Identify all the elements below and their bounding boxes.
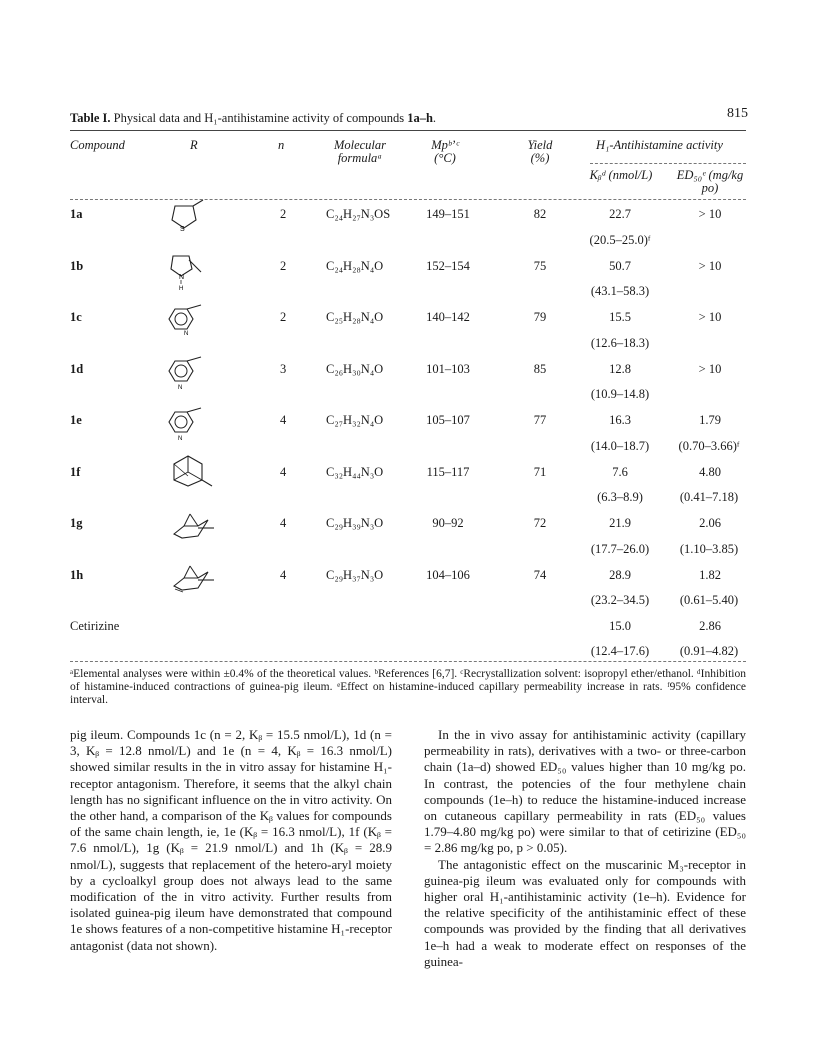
- header-ed50: ED₅₀ᵉ (mg/kg po): [676, 168, 744, 195]
- header-formula: Molecular formulaᵃ: [333, 138, 387, 165]
- compound-id: 1h: [70, 568, 84, 582]
- caption-compounds: 1a–h: [407, 111, 433, 125]
- kb-ci: (43.1–58.3): [590, 284, 650, 298]
- compound-id: 1g: [70, 516, 83, 530]
- formula: C₂₉H₃₉N₃O: [326, 516, 384, 530]
- ed50-ci: (0.91–4.82): [679, 644, 739, 658]
- n-value: 4: [280, 413, 287, 427]
- nitrogen-label: N: [179, 274, 185, 281]
- melting-point: 101–103: [426, 362, 470, 376]
- yield: 79: [533, 310, 547, 324]
- n-value: 4: [280, 568, 287, 582]
- kb-ci: (14.0–18.7): [590, 439, 650, 453]
- formula: C₂₇H₃₂N₄O: [326, 413, 384, 427]
- header-activity: H₁-Antihistamine activity: [596, 138, 723, 152]
- header-r: R: [190, 138, 198, 152]
- ed50-value: > 10: [698, 362, 722, 376]
- compound-id: 1e: [70, 413, 82, 427]
- formula: C₂₆H₃₀N₄O: [326, 362, 384, 376]
- kb-value: 15.0: [609, 619, 631, 633]
- formula: C₂₉H₃₇N₃O: [326, 568, 384, 582]
- yield: 71: [533, 465, 547, 479]
- n-value: 2: [280, 310, 287, 324]
- ed50-ci: (0.70–3.66)ᶠ: [678, 439, 740, 453]
- imidazole-structure: [165, 250, 215, 290]
- compound-id: 1f: [70, 465, 81, 479]
- kb-ci: (17.7–26.0): [590, 542, 650, 556]
- melting-point: 115–117: [426, 465, 470, 479]
- ed50-value: 2.06: [699, 516, 721, 530]
- compound-name: Cetirizine: [70, 619, 120, 633]
- kb-ci: (10.9–14.8): [590, 387, 650, 401]
- formula: C₂₄H₂₇N₃OS: [326, 207, 391, 221]
- kb-value: 16.3: [609, 413, 631, 427]
- kb-value: 7.6: [612, 465, 628, 479]
- kb-value: 15.5: [609, 310, 631, 324]
- kb-ci: (23.2–34.5): [590, 593, 650, 607]
- ed50-value: 1.82: [699, 568, 721, 582]
- nitrogen-label: N: [178, 385, 183, 391]
- n-value: 2: [280, 259, 287, 273]
- formula: C₃₂H₄₄N₃O: [326, 465, 384, 479]
- kb-ci: (20.5–25.0)ᶠ: [589, 233, 651, 247]
- pyridine-structure: [165, 301, 215, 341]
- table-top-rule: [70, 130, 746, 131]
- yield: 77: [533, 413, 547, 427]
- page-number: 815: [727, 106, 748, 121]
- paragraph: The antagonistic effect on the muscarinic M₃-receptor in guinea-pig ileum was evaluated only for compounds with higher oral H₁-antihistaminic activity (1e–h). Evidence for the relative specificity of the antihistaminic effect of these compounds was provided by the finding that all derivatives 1e–h had a weak to moderate effect on responses of the guinea-: [424, 856, 746, 969]
- ed50-value: 1.79: [699, 413, 721, 427]
- caption-end: .: [432, 111, 437, 125]
- ed50-value: > 10: [698, 207, 722, 221]
- melting-point: 104–106: [426, 568, 470, 582]
- melting-point: 105–107: [426, 413, 470, 427]
- ed50-value: > 10: [698, 310, 722, 324]
- ed50-ci: (0.41–7.18): [679, 490, 739, 504]
- header-mp: Mpᵇ’ᶜ (°C): [431, 138, 459, 165]
- compound-id: 1d: [70, 362, 84, 376]
- hydrogen-label: H: [179, 286, 184, 290]
- body-column-right: [424, 727, 746, 970]
- table-bottom-rule: [70, 661, 746, 662]
- compound-id: 1c: [70, 310, 82, 324]
- ed50-value: 4.80: [699, 465, 721, 479]
- caption-label: Table I.: [70, 111, 111, 125]
- yield: 85: [533, 362, 547, 376]
- kb-value: 50.7: [609, 259, 631, 273]
- kb-ci: (12.4–17.6): [590, 644, 650, 658]
- norbornene-structure: [168, 556, 218, 596]
- compound-id: 1a: [70, 207, 83, 221]
- adamantane-structure: [168, 452, 218, 492]
- ed50-value: 2.86: [699, 619, 721, 633]
- yield: 82: [533, 207, 547, 221]
- paragraph: pig ileum. Compounds 1c (n = 2, Kᵦ = 15.5 nmol/L), 1d (n = 3, Kᵦ = 12.8 nmol/L) and 1e (n = 4, Kᵦ = 16.3 nmol/L) showed similar results in the in vitro assay for histamine H₁-receptor antagonism. Therefore, it seems that the alkyl chain length has no significant influence on the in vitro activity. On the other hand, a comparison of the Kᵦ values for compounds of the same chain length, ie, 1e (Kᵦ = 16.3 nmol/L), 1f (Kᵦ = 7.6 nmol/L), 1g (Kᵦ = 21.9 nmol/L) and 1h (Kᵦ = 28.9 nmol/L), suggests that replacement of the hetero-aryl moiety by a cycloalkyl group does not always lead to the same modification of the in vitro activity. Further results from isolated guinea-pig ileum have demonstrated that compound 1e shows features of a non-competitive histamine H₁-receptor antagonist (data not shown).: [70, 727, 392, 953]
- melting-point: 90–92: [432, 516, 464, 530]
- kb-value: 21.9: [609, 516, 631, 530]
- n-value: 4: [280, 516, 287, 530]
- melting-point: 152–154: [426, 259, 470, 273]
- pyridine-structure: [165, 353, 215, 393]
- yield: 72: [533, 516, 547, 530]
- kb-value: 28.9: [609, 568, 631, 582]
- melting-point: 149–151: [426, 207, 470, 221]
- norbornane-structure: [168, 506, 218, 546]
- header-n: n: [278, 138, 285, 152]
- header-kb: Kᵦᵈ (nmol/L): [589, 168, 653, 182]
- yield: 75: [533, 259, 547, 273]
- header-yield: Yield (%): [527, 138, 553, 165]
- body-column-left: [70, 727, 392, 954]
- activity-subrule: [590, 163, 746, 164]
- compound-id: 1b: [70, 259, 84, 273]
- paragraph: In the in vivo assay for antihistaminic activity (capillary permeability in rats), derivatives with a two- or three-carbon chain (1a–d) showed ED₅₀ values higher than 10 mg/kg po. In contrast, the potencies of the four methylene chain compounds (1e–h) to reduce the histamine-induced increase on cutaneous capillary permeability in rats (ED₅₀ values 1.79–4.80 mg/kg po) were similar to that of cetirizine (ED₅₀ = 2.86 mg/kg po, p > 0.05).: [424, 727, 746, 856]
- table-footnote: ᵃElemental analyses were within ±0.4% of the theoretical values. ᵇReferences [6,7]. ᶜRecrystallization solvent: isopropyl ether/ethanol. ᵈInhibition of histamine-induced contractions of guinea-pig ileum. ᵉEffect on histamine-induced capillary permeability increase in rats. ᶠ95% confidence interval.: [70, 668, 746, 706]
- nitrogen-label: N: [184, 331, 189, 337]
- ed50-ci: (0.61–5.40): [679, 593, 739, 607]
- pyridine-structure: [165, 404, 215, 444]
- caption-text: Physical data and H₁-antihistamine activity of compounds: [113, 111, 408, 125]
- formula: C₂₅H₂₈N₄O: [326, 310, 384, 324]
- header-compound: Compound: [70, 138, 125, 152]
- kb-ci: (12.6–18.3): [590, 336, 650, 350]
- n-value: 3: [280, 362, 287, 376]
- table-caption: [70, 111, 436, 126]
- ed50-ci: (1.10–3.85): [679, 542, 739, 556]
- ed50-value: > 10: [698, 259, 722, 273]
- kb-value: 22.7: [609, 207, 631, 221]
- melting-point: 140–142: [426, 310, 470, 324]
- sulfur-label: S: [180, 226, 185, 233]
- nitrogen-label: N: [178, 436, 183, 442]
- kb-value: 12.8: [609, 362, 631, 376]
- n-value: 2: [280, 207, 287, 221]
- yield: 74: [533, 568, 547, 582]
- n-value: 4: [280, 465, 287, 479]
- formula: C₂₄H₂₈N₄O: [326, 259, 384, 273]
- thiophene-structure: [165, 198, 215, 238]
- kb-ci: (6.3–8.9): [597, 490, 643, 504]
